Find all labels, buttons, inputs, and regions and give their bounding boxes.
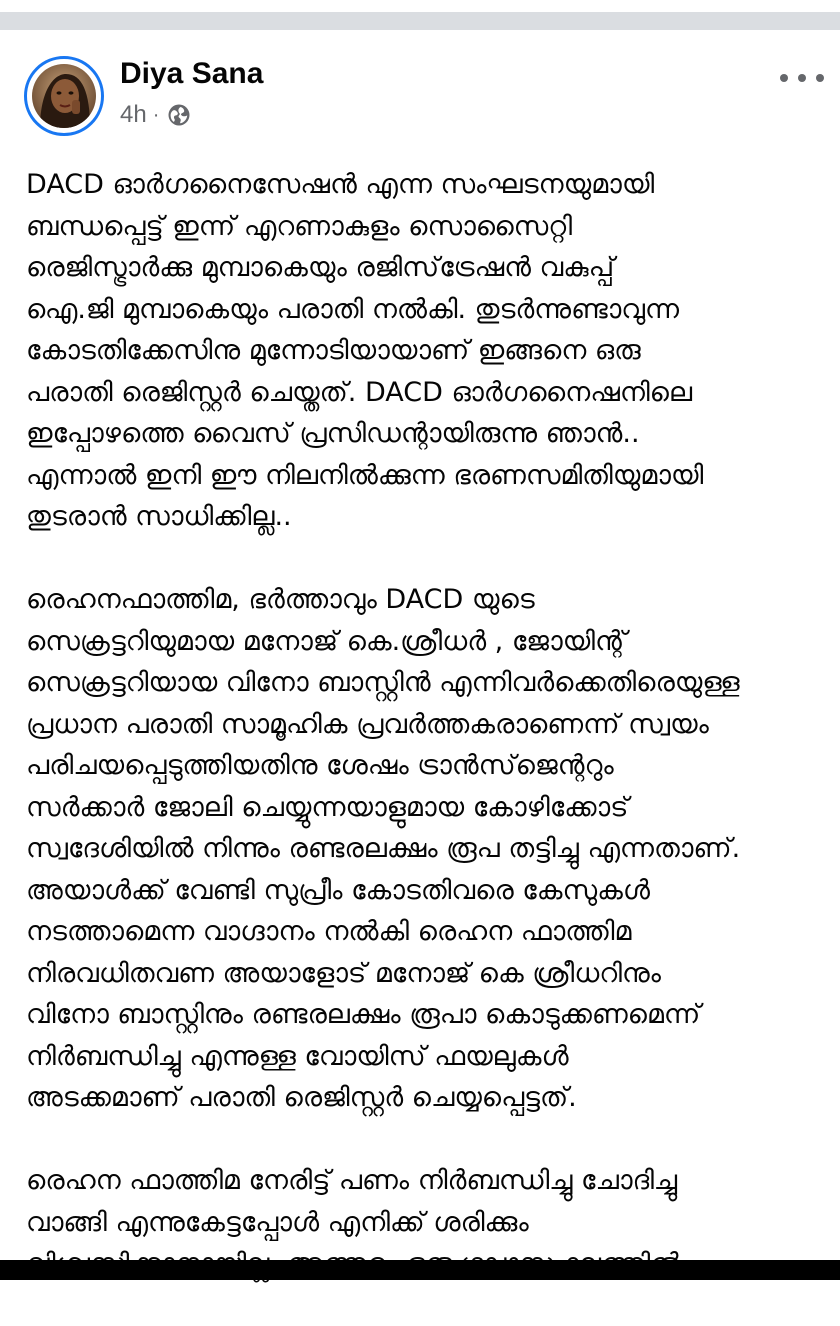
post-text-line: സർക്കാർ ജോലി ചെയ്യുന്നയാളുമായ കോഴിക്കോട്: [26, 791, 629, 823]
post-text-line: നിരവധിതവണ അയാളോട് മനോജ് കെ ശ്രീധറിനും: [26, 957, 661, 989]
post-text-line: കോടതിക്കേസിനു മുന്നോടിയായാണ് ഇങ്ങനെ ഒരു: [26, 335, 641, 366]
post-header: [24, 56, 824, 140]
post-text-line: രെഹനഫാത്തിമ, ഭർത്താവും DACD യുടെ: [26, 584, 535, 615]
post-text-line: പരിചയപ്പെടുത്തിയതിനു ശേഷം ട്രാൻസ്‌ജെന്ററും: [26, 750, 614, 781]
post-text-line: അടക്കമാണ് പരാതി രെജിസ്റ്റർ ചെയ്യപ്പെട്ടത്.: [26, 1082, 577, 1113]
bottom-bar: [0, 1260, 840, 1280]
post-text-line: സെക്രട്ടറിയുമായ മനോജ് കെ.ശ്രീധർ , ജോയിന്റ്: [26, 625, 627, 657]
post-text-line: അയാൾക്ക് വേണ്ടി സുപ്രീം കോടതിവരെ കേസുകൾ: [26, 874, 650, 906]
post-text-line: വാങ്ങി എന്നുകേട്ടപ്പോൾ എനിക്ക് ശരിക്കും: [26, 1206, 529, 1238]
post-timestamp[interactable]: 4h: [120, 101, 147, 128]
globe-icon[interactable]: [167, 103, 191, 127]
post-text-line: രെജിസ്ട്രാർക്കു മുമ്പാകെയും രജിസ്‌ട്രേഷൻ വകുപ്പ്: [26, 252, 615, 283]
author-name[interactable]: Diya Sana: [120, 57, 264, 90]
post-text-line: നടത്താമെന്ന വാഗ്ദാനം നൽകി രെഹന ഫാത്തിമ: [26, 916, 632, 947]
avatar-story-ring[interactable]: [24, 56, 104, 136]
post-text-line: സ്വദേശിയിൽ നിന്നും രണ്ടരലക്ഷം രൂപ തട്ടിച്ചു എന്നതാണ്.: [26, 833, 741, 864]
post-text-line: വിനോ ബാസ്റ്റിനും രണ്ടരലക്ഷം രൂപാ കൊടുക്കണമെന്ന്: [26, 999, 701, 1030]
post-text-line: ബന്ധപ്പെട്ട് ഇന്ന് എറണാകുളം സൊസൈറ്റി: [26, 210, 573, 242]
post-text-line: നിർബന്ധിച്ചു എന്നുള്ള വോയിസ് ഫയലുകൾ: [26, 1040, 569, 1072]
post-text-line: പ്രധാന പരാതി സാമൂഹിക പ്രവർത്തകരാണെന്ന് സ്വയം: [26, 708, 709, 740]
avatar-image: [32, 64, 96, 128]
post-meta: [120, 100, 191, 130]
post-text-line: എന്നാൽ ഇനി ഈ നിലനിൽക്കുന്ന ഭരണസമിതിയുമായി: [26, 459, 704, 491]
feed-divider: [0, 12, 840, 30]
post-body: [26, 164, 826, 1326]
top-separator: [0, 0, 840, 30]
post-text-line: DACD ഓർഗനൈസേഷൻ എന്ന സംഘടനയുമായി: [26, 169, 655, 200]
facebook-post: [0, 30, 840, 1260]
avatar[interactable]: [32, 64, 96, 128]
post-paragraph: [26, 164, 826, 538]
post-text-line: ഇപ്പോഴത്തെ വൈസ് പ്രസിഡന്റായിരുന്നു ഞാൻ..: [26, 418, 640, 449]
post-text-line: തുടരാൻ സാധിക്കില്ല..: [26, 501, 292, 532]
post-text-line: രെഹന ഫാത്തിമ നേരിട്ട് പണം നിർബന്ധിച്ചു ചോദിച്ചു: [26, 1165, 678, 1196]
post-text-line: പരാതി രെജിസ്റ്റർ ചെയ്തത്. DACD ഓർഗനൈഷനിലെ: [26, 376, 693, 408]
post-paragraph: [26, 579, 826, 1119]
meta-separator: ·: [152, 103, 160, 126]
more-options-icon[interactable]: [780, 64, 824, 92]
post-text-line: ഐ.ജി മുമ്പാകെയും പരാതി നൽകി. തുടർന്നുണ്ടാവുന്ന: [26, 293, 680, 325]
post-text-line: സെക്രട്ടറിയായ വിനോ ബാസ്റ്റിൻ എന്നിവർക്കെതിരെയുള്ള: [26, 667, 740, 698]
